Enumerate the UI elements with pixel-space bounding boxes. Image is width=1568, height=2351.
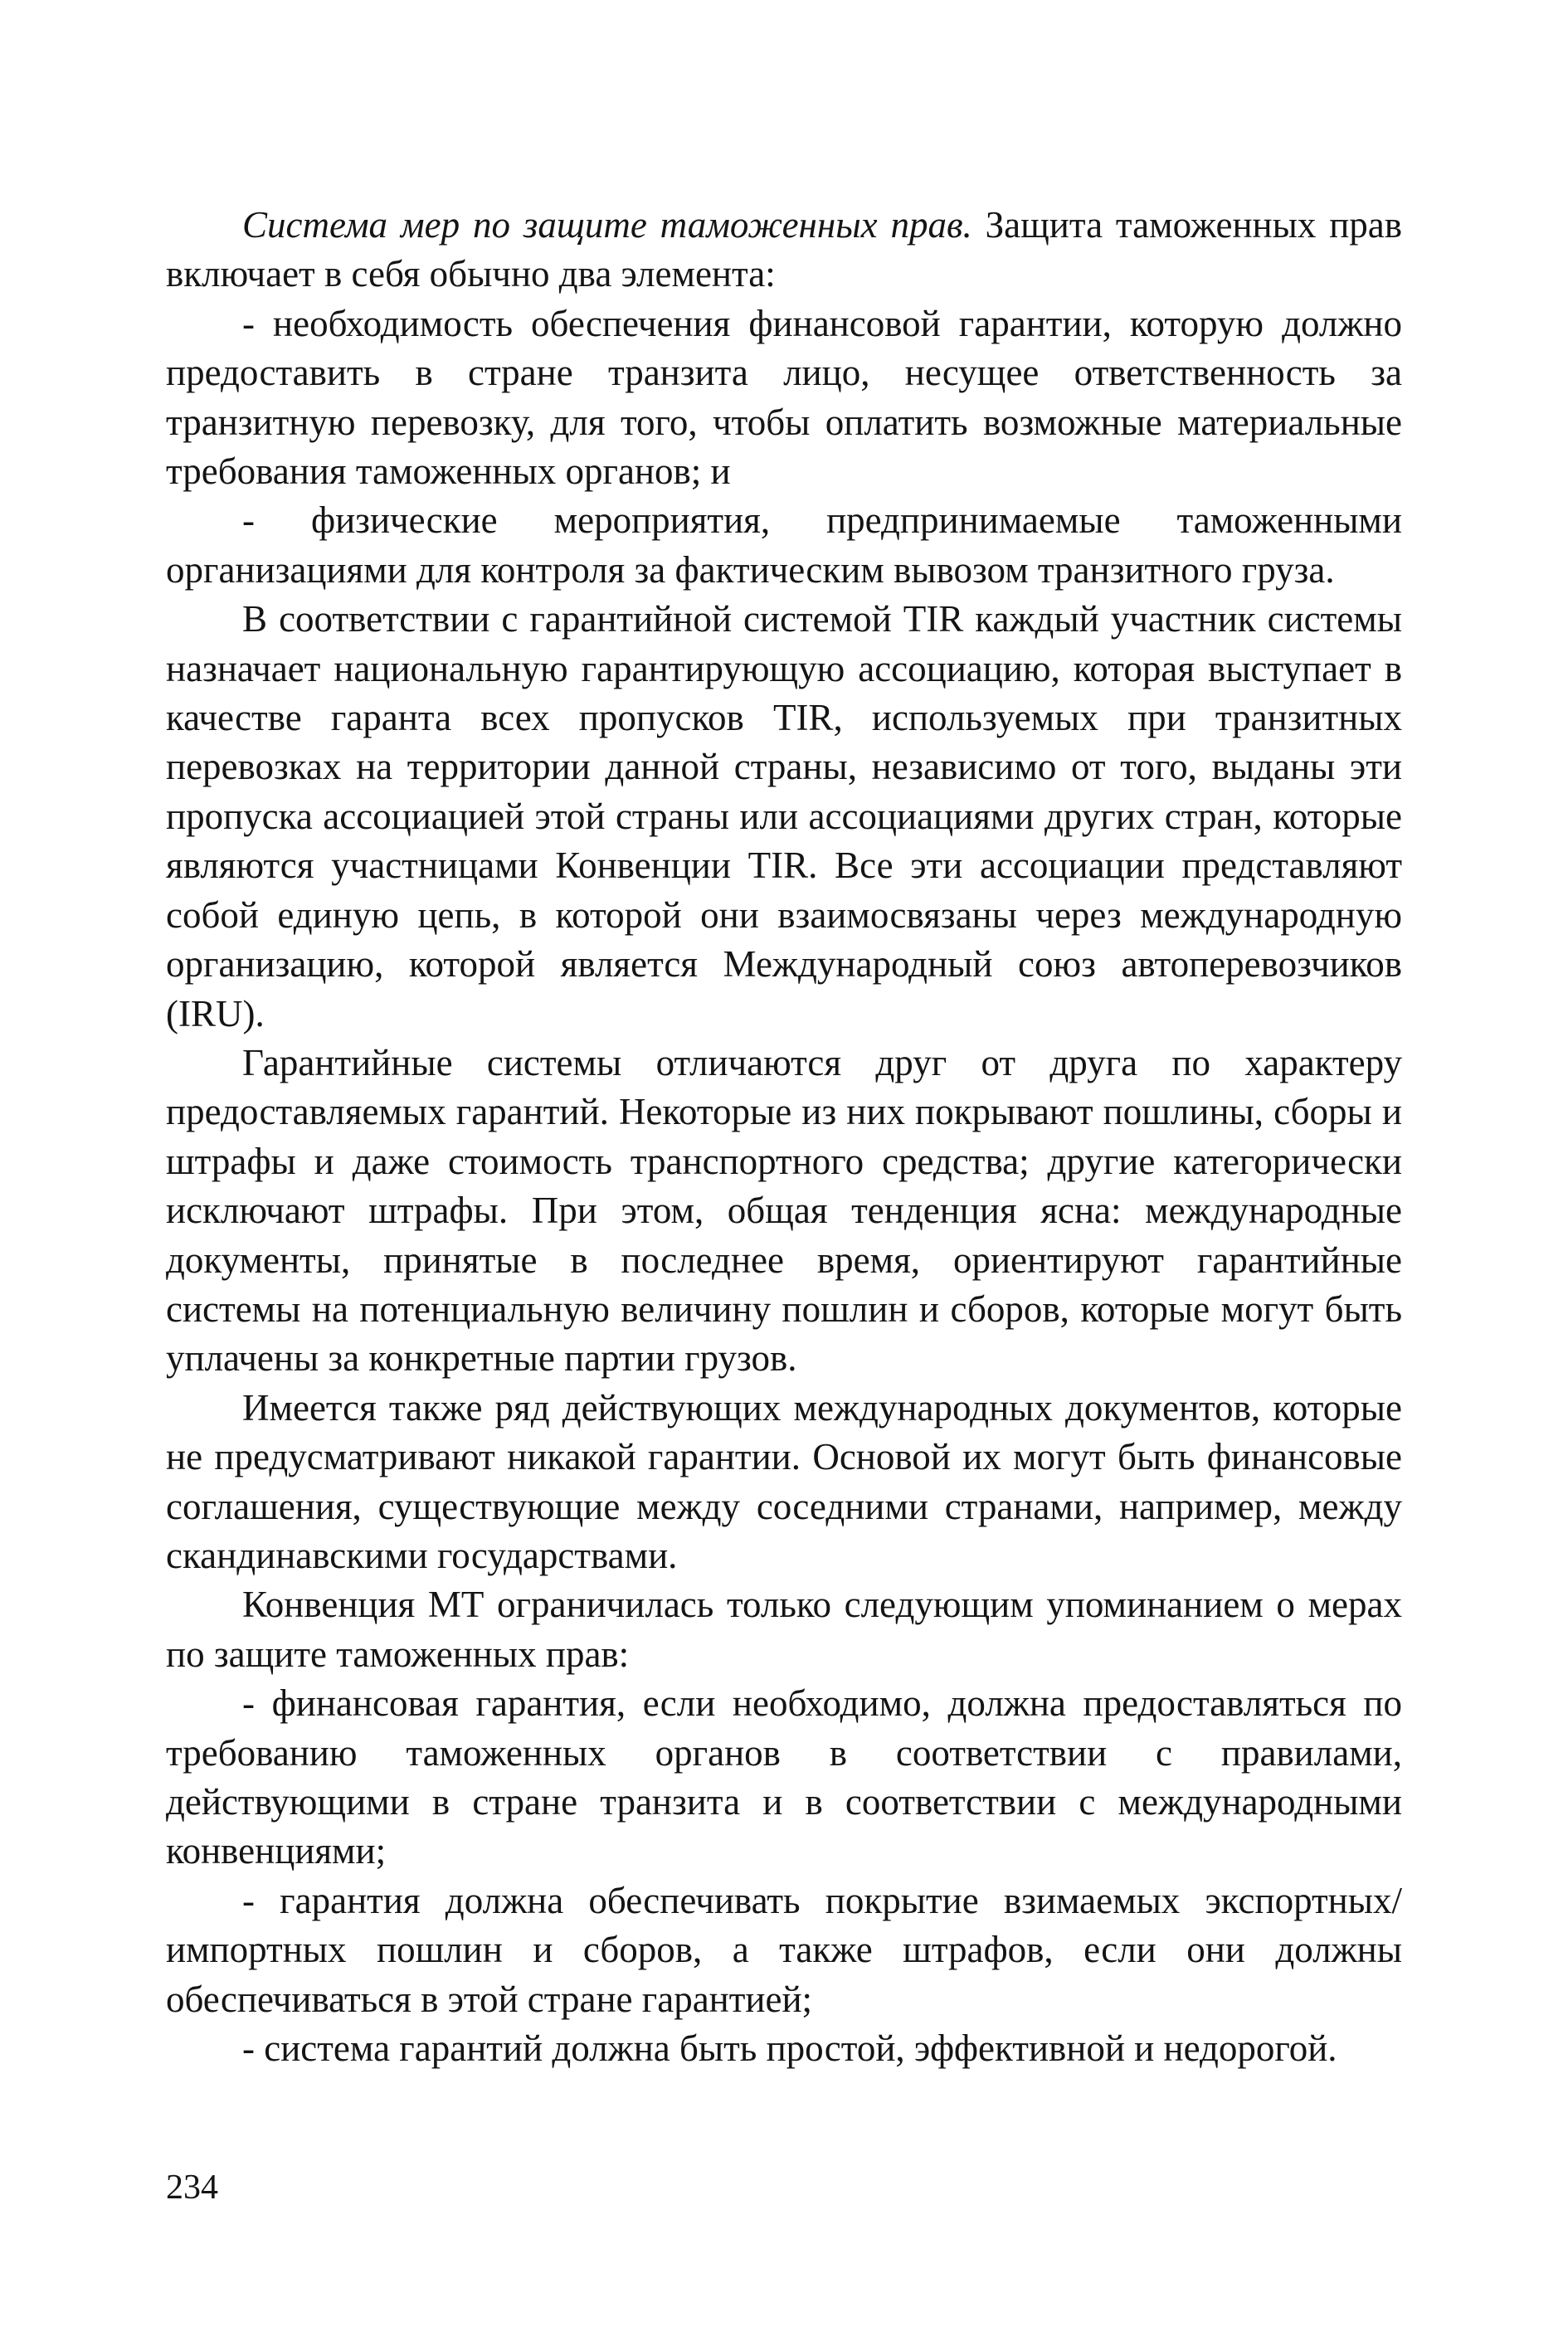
list-item-financial-guarantee: - необходимость обеспечения финансовой гарантии, которую должно предоставить в стране транзита лицо, несущее ответственность за транзитную перевозку, для того, чтобы оплатить возможные материальные требования таможенных органов; и — [166, 302, 1402, 493]
page-number: 234 — [166, 2168, 218, 2207]
paragraph-mt-convention: Конвенция МТ ограничилась только следующим упоминанием о мерах по защите таможенных прав: — [166, 1584, 1402, 1675]
paragraph-guarantee-systems: Гарантийные системы отличаются друг от друга по характеру предоставляемых гарантий. Некоторые из них покрывают пошлины, сборы и штрафы и даже стоимость транспортного средства; другие категорически исключают штрафы. При этом, общая тенденция ясна: международные документы, принятые в последнее время, ориентируют гарантийные системы на потенциальную величину пошлин и сборов, которые могут быть уплачены за конкретные партии грузов. — [166, 1041, 1402, 1380]
paragraph-other-documents: Имеется также ряд действующих международных документов, которые не предусматривают никакой гарантии. Основой их могут быть финансовые соглашения, существующие между соседними странами, например, между скандинавскими государствами. — [166, 1386, 1402, 1576]
list-item-physical-measures: - физические мероприятия, предпринимаемые таможенными организациями для контроля за фактическим вывозом транзитного груза. — [166, 499, 1402, 591]
list-item-financial-guarantee-mt: - финансовая гарантия, если необходимо, должна предоставляться по требованию таможенных органов в соответствии с правилами, действующими в стране транзита и в соответствии с международными конвенциями; — [166, 1682, 1402, 1872]
paragraph-tir-system: В соответствии с гарантийной системой TIR каждый участник системы назначает национальную гарантирующую ассоциацию, которая выступает в качестве гаранта всех пропусков TIR, используемых при транзитных перевозках на территории данной страны, независимо от того, выданы эти пропуска ассоциацией этой страны или ассоциациями других стран, которые являются участницами Конвенции TIR. Все эти ассоциации представляют собой единую цепь, в которой они взаимосвязаны через международную организацию, которой является Международный союз автоперевозчиков (IRU). — [166, 598, 1402, 1034]
list-item-guarantee-system: - система гарантий должна быть простой, эффективной и недорогой. — [242, 2027, 1337, 2070]
list-item-guarantee-coverage: - гарантия должна обеспечивать покрытие взимаемых экспортных/импортных пошлин и сборов, а также штрафов, если они должны обеспечиваться в этой стране гарантией; — [166, 1879, 1402, 2020]
section-lead-heading: Система мер по защите таможенных прав. — [242, 204, 972, 246]
paragraph-text: Защита таможенных прав включает в себя обычно два элемента: — [166, 204, 1402, 295]
body-text — [166, 201, 1402, 2073]
paragraph-intro — [166, 201, 1402, 299]
